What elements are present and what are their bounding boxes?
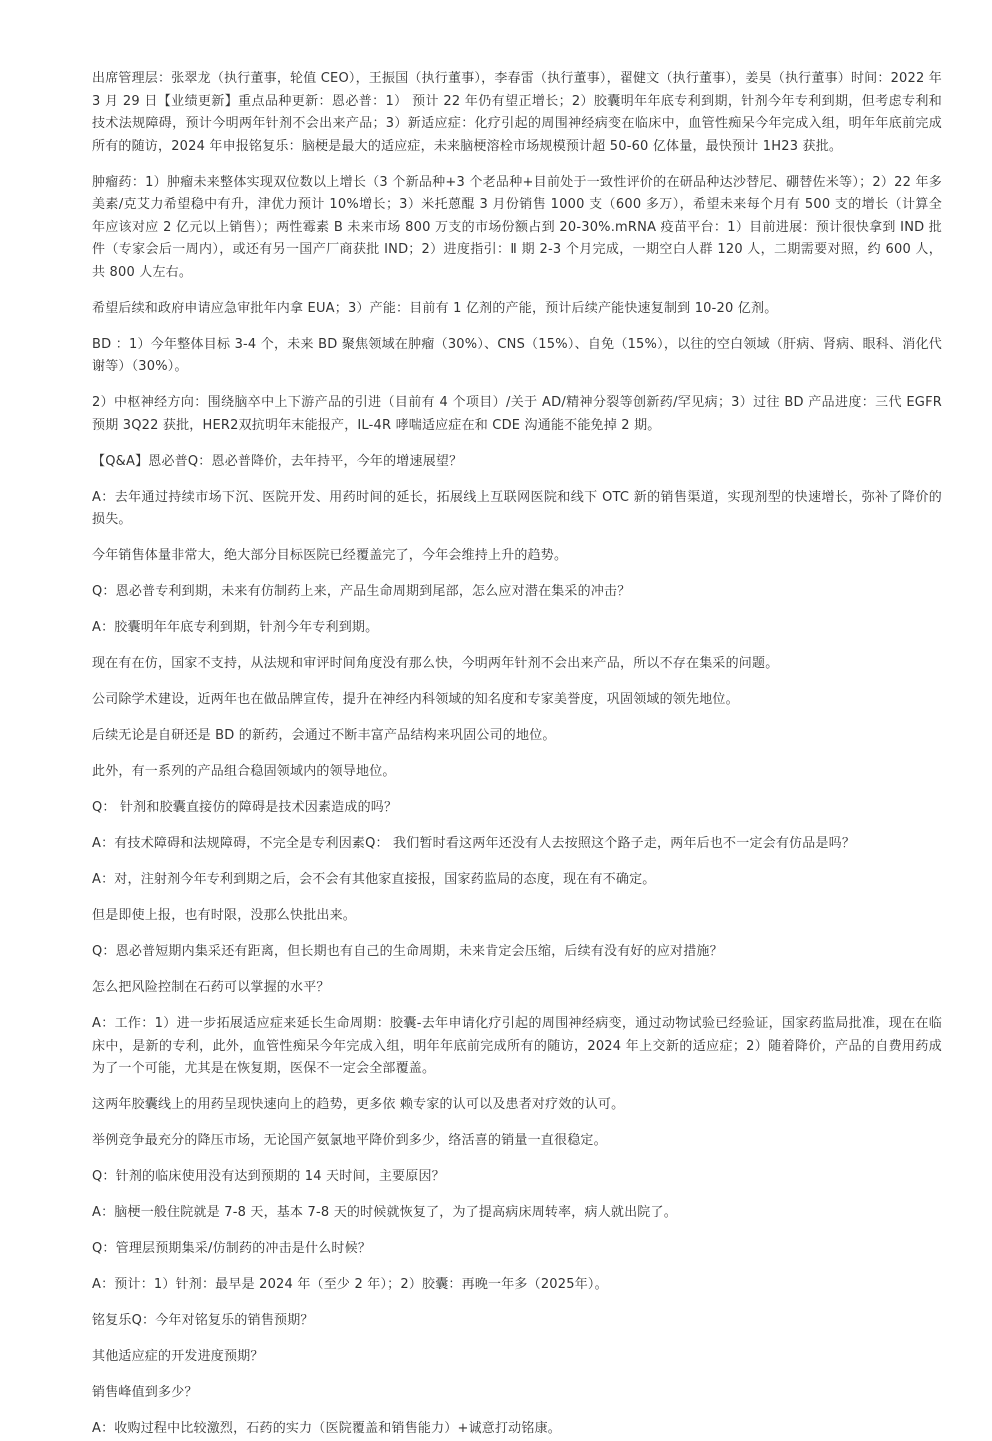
paragraph-answer: A：胶囊明年年底专利到期，针剂今年专利到期。 bbox=[92, 620, 379, 635]
paragraph-text: 后续无论是自研还是 BD 的新药，会通过不断丰富产品结构来巩固公司的地位。 bbox=[92, 728, 556, 743]
paragraph-question: Q：恩必普短期内集采还有距离，但长期也有自己的生命周期，未来肯定会压缩，后续有没有好的应对措施？ bbox=[92, 944, 723, 959]
paragraph-question: Q：管理层预期集采/仿制药的冲击是什么时候？ bbox=[92, 1241, 372, 1256]
paragraph-text: 这两年胶囊线上的用药呈现快速向上的趋势，更多依 赖专家的认可以及患者对疗效的认可。 bbox=[92, 1097, 625, 1112]
paragraph-text: 怎么把风险控制在石药可以掌握的水平？ bbox=[92, 980, 330, 995]
paragraph-answer: A：有技术障碍和法规障碍，不完全是专利因素Q： 我们暂时看这两年还没有人去按照这个路子走，两年后也不一定会有仿品是吗？ bbox=[92, 836, 856, 851]
paragraph-text: 销售峰值到多少？ bbox=[92, 1385, 198, 1400]
paragraph-attendees-and-product-update: 出席管理层：张翠龙（执行董事，轮值 CEO），王振国（执行董事），李春雷（执行董事），翟健文（执行董事），姜昊（执行董事）时间：2022 年 3 月 29 日【业绩更新】重点品种更新：恩必普：1） 预计 22 年仍有望正增长；2）胶囊明年年底专利到期，针剂今年专利到期，但考虑专利和技术法规障碍，预计今明两年针剂不会出来产品；3）新适应症：化疗引起的周围神经病变在临床中，血管性痴呆今年完成入组，明年年底前完成所有的随访，2024 年申报铭复乐：脑梗是最大的适应症，未来脑梗溶栓市场规模预计超 50-60 亿体量，最快预计 1H23 获批。 bbox=[92, 71, 942, 154]
paragraph-question: Q：恩必普专利到期，未来有仿制药上来，产品生命周期到尾部，怎么应对潜在集采的冲击？ bbox=[92, 584, 631, 599]
paragraph-answer: A：预计：1）针剂：最早是 2024 年（至少 2 年）；2）胶囊：再晚一年多（2025年）。 bbox=[92, 1277, 608, 1292]
paragraph-oncology-and-mrna: 肿瘤药：1）肿瘤未来整体实现双位数以上增长（3 个新品种+3 个老品种+目前处于一致性评价的在研品种达沙替尼、硼替佐米等）；2）22 年多美素/克艾力希望稳中有升，津优力预计 10%增长；3）米托蒽醌 3 月份销售 1000 支（600 多万），希望未来每个月有 500 支的增长（计算全年应该对应 2 亿元以上销售）；两性霉素 B 未来市场 800 万支的市场份额占到 20-30%.mRNA 疫苗平台：1）目前进展：预计很快拿到 IND 批件（专家会后一周内），或还有另一国产厂商获批 IND；2）进度指引：Ⅱ 期 2-3 个月完成，一期空白人群 120 人，二期需要对照，约 600 人，共 800 人左右。 bbox=[92, 174, 942, 280]
paragraph-answer: A：工作：1）进一步拓展适应症来延长生命周期：胶囊-去年申请化疗引起的周围神经病变，通过动物试验已经验证，国家药监局批准，现在在临床中，是新的专利，此外，血管性痴呆今年完成入组，明年年底前完成所有的随访，2024 年上交新的适应症；2）随着降价，产品的自费用药成为了一个可能，尤其是在恢复期，医保不一定会全部覆盖。 bbox=[92, 1016, 942, 1076]
paragraph-eua-capacity: 希望后续和政府申请应急审批年内拿 EUA；3）产能：目前有 1 亿剂的产能，预计后续产能快速复制到 10-20 亿剂。 bbox=[92, 300, 778, 316]
paragraph-bd-targets: BD ：1）今年整体目标 3-4 个，未来 BD 聚焦领域在肿瘤（30%）、CNS（15%）、自免（15%），以往的空白领域（肝病、肾病、眼科、消化代谢等）（30%）。 bbox=[92, 336, 942, 374]
paragraph-text: 今年销售体量非常大，绝大部分目标医院已经覆盖完了，今年会维持上升的趋势。 bbox=[92, 548, 568, 563]
paragraph-text: 举例竞争最充分的降压市场，无论国产氨氯地平降价到多少，络活喜的销量一直很稳定。 bbox=[92, 1133, 607, 1148]
paragraph-question: Q： 针剂和胶囊直接仿的障碍是技术因素造成的吗？ bbox=[92, 800, 398, 815]
paragraph-question: Q：针剂的临床使用没有达到预期的 14 天时间，主要原因？ bbox=[92, 1169, 445, 1184]
paragraph-text: 现在有在仿，国家不支持，从法规和审评时间角度没有那么快，今明两年针剂不会出来产品，所以不存在集采的问题。 bbox=[92, 656, 779, 671]
paragraph-answer: A：去年通过持续市场下沉、医院开发、用药时间的延长，拓展线上互联网医院和线下 OTC 新的销售渠道，实现剂型的快速增长，弥补了降价的损失。 bbox=[92, 489, 942, 527]
paragraph-text: 其他适应症的开发进度预期？ bbox=[92, 1349, 264, 1364]
paragraph-answer: A：脑梗一般住院就是 7-8 天，基本 7-8 天的时候就恢复了，为了提高病床周转率，病人就出院了。 bbox=[92, 1205, 677, 1220]
paragraph-qa-header: 【Q&A】恩必普Q：恩必普降价，去年持平，今年的增速展望？ bbox=[92, 453, 463, 469]
paragraph-cns-direction: 2）中枢神经方向：围绕脑卒中上下游产品的引进（目前有 4 个项目）/关于 AD/精神分裂等创新药/罕见病；3）过往 BD 产品进度：三代 EGFR 预期 3Q22 获批，HER2双抗明年末能报产，IL-4R 哮喘适应症在和 CDE 沟通能不能免掉 2 期。 bbox=[92, 395, 942, 433]
paragraph-question: 铭复乐Q：今年对铭复乐的销售预期？ bbox=[92, 1313, 314, 1328]
paragraph-text: 但是即使上报，也有时限，没那么快批出来。 bbox=[92, 908, 357, 923]
paragraph-answer: A：对，注射剂今年专利到期之后，会不会有其他家直接报，国家药监局的态度，现在有不确定。 bbox=[92, 872, 656, 887]
paragraph-answer: A：收购过程中比较激烈，石药的实力（医院覆盖和销售能力）+诚意打动铭康。 bbox=[92, 1421, 561, 1436]
paragraph-text: 此外，有一系列的产品组合稳固领域内的领导地位。 bbox=[92, 764, 396, 779]
paragraph-text: 公司除学术建设，近两年也在做品牌宣传，提升在神经内科领域的知名度和专家美誉度，巩固领域的领先地位。 bbox=[92, 692, 739, 707]
